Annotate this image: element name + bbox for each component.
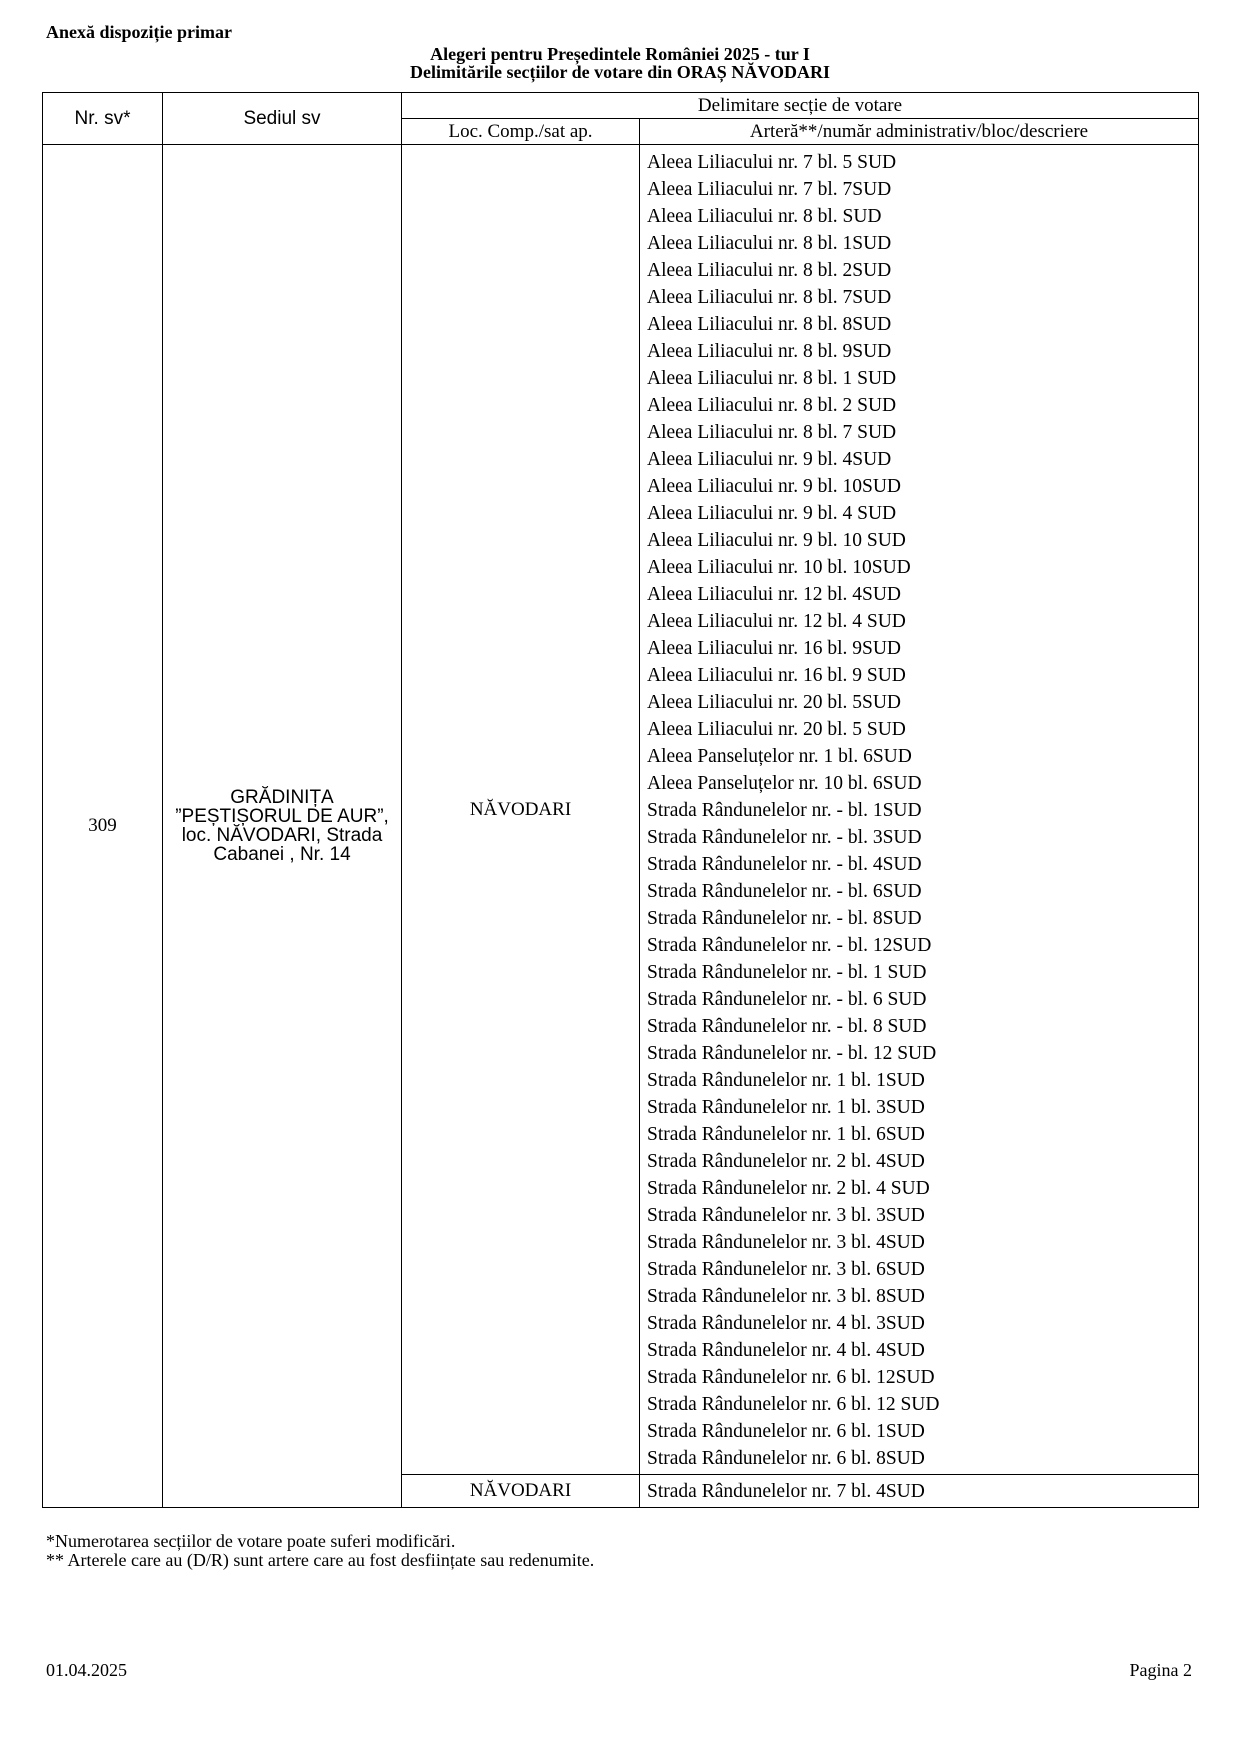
street-item: Aleea Liliacului nr. 16 bl. 9SUD: [647, 638, 901, 659]
footnote-2: ** Arterele care au (D/R) sunt artere care au fost desființate sau redenumite.: [46, 1550, 595, 1570]
street-list: [640, 145, 1199, 1475]
street-item: Strada Rândunelelor nr. 4 bl. 4SUD: [647, 1340, 925, 1361]
street-item: Strada Rândunelelor nr. - bl. 1 SUD: [647, 962, 927, 983]
street-item: Aleea Liliacului nr. 12 bl. 4 SUD: [647, 611, 906, 632]
street-item: Aleea Liliacului nr. 8 bl. SUD: [647, 206, 882, 227]
street-item: Strada Rândunelelor nr. 6 bl. 12SUD: [647, 1367, 935, 1388]
street-item: Strada Rândunelelor nr. - bl. 4SUD: [647, 854, 922, 875]
annex-label: Anexă dispoziție primar: [46, 22, 232, 42]
street-item: Strada Rândunelelor nr. - bl. 12 SUD: [647, 1043, 937, 1064]
street-cell-2: [640, 1475, 1199, 1508]
street-item: Strada Rândunelelor nr. - bl. 6SUD: [647, 881, 922, 902]
street-item: Aleea Liliacului nr. 8 bl. 1 SUD: [647, 368, 897, 389]
street-item: Strada Rândunelelor nr. - bl. 12SUD: [647, 935, 932, 956]
footer-page-number: Pagina 2: [1129, 1660, 1192, 1680]
street-item: Strada Rândunelelor nr. 3 bl. 3SUD: [647, 1205, 925, 1226]
street-item: Aleea Liliacului nr. 8 bl. 2 SUD: [647, 395, 897, 416]
street-item: Aleea Liliacului nr. 10 bl. 10SUD: [647, 557, 911, 578]
street-item: Strada Rândunelelor nr. 1 bl. 1SUD: [647, 1070, 925, 1091]
address-line: loc. NĂVODARI, Strada: [181, 825, 383, 846]
street-item: Strada Rândunelelor nr. 3 bl. 6SUD: [647, 1259, 925, 1280]
street-item: Aleea Liliacului nr. 9 bl. 10 SUD: [647, 530, 906, 551]
street-item: Aleea Panseluțelor nr. 10 bl. 6SUD: [647, 773, 922, 794]
street-item: Strada Rândunelelor nr. 4 bl. 3SUD: [647, 1313, 925, 1334]
street-item: Aleea Liliacului nr. 8 bl. 7SUD: [647, 287, 892, 308]
address-line: Cabanei , Nr. 14: [213, 844, 351, 865]
street-item: Aleea Liliacului nr. 8 bl. 8SUD: [647, 314, 892, 335]
street-item: Aleea Liliacului nr. 9 bl. 4SUD: [647, 449, 892, 470]
header-nr-sv: Nr. sv*: [43, 93, 163, 145]
street-item: Strada Rândunelelor nr. 6 bl. 8SUD: [647, 1448, 925, 1469]
street-item: Strada Rândunelelor nr. 3 bl. 8SUD: [647, 1286, 925, 1307]
street-item: Aleea Liliacului nr. 9 bl. 4 SUD: [647, 503, 897, 524]
street-item: Strada Rândunelelor nr. 3 bl. 4SUD: [647, 1232, 925, 1253]
header-artera: Arteră**/număr administrativ/bloc/descriere: [640, 119, 1199, 145]
street-item: Aleea Liliacului nr. 8 bl. 9SUD: [647, 341, 892, 362]
street-item: Strada Rândunelelor nr. - bl. 8 SUD: [647, 1016, 927, 1037]
document-title: Alegeri pentru Președintele României 2025 - tur I: [430, 44, 810, 64]
header-localitate: Loc. Comp./sat ap.: [402, 119, 640, 145]
footer-date: 01.04.2025: [46, 1660, 127, 1680]
street-item: Strada Rândunelelor nr. 7 bl. 4SUD: [647, 1480, 925, 1502]
street-item: Aleea Liliacului nr. 7 bl. 7SUD: [647, 179, 892, 200]
street-item: Aleea Liliacului nr. 8 bl. 7 SUD: [647, 422, 897, 443]
header-delimitare: Delimitare secție de votare: [402, 93, 1199, 119]
street-item: Strada Rândunelelor nr. 1 bl. 6SUD: [647, 1124, 925, 1145]
street-item: Aleea Liliacului nr. 20 bl. 5 SUD: [647, 719, 906, 740]
document-subtitle: Delimitările secțiilor de votare din ORAȘ NĂVODARI: [410, 62, 830, 82]
street-item: Strada Rândunelelor nr. - bl. 3SUD: [647, 827, 922, 848]
address-line: ”PEȘTIȘORUL DE AUR”,: [175, 806, 389, 827]
street-item: Strada Rândunelelor nr. - bl. 8SUD: [647, 908, 922, 929]
section-number: 309: [43, 145, 163, 1508]
street-item: Aleea Panseluțelor nr. 1 bl. 6SUD: [647, 746, 912, 767]
street-item: Aleea Liliacului nr. 8 bl. 2SUD: [647, 260, 892, 281]
street-item: Strada Rândunelelor nr. 2 bl. 4 SUD: [647, 1178, 930, 1199]
street-item: Strada Rândunelelor nr. 6 bl. 1SUD: [647, 1421, 925, 1442]
header-row: [43, 93, 1199, 119]
street-item: Strada Rândunelelor nr. 6 bl. 12 SUD: [647, 1394, 940, 1415]
street-item: Strada Rândunelelor nr. - bl. 1SUD: [647, 800, 922, 821]
street-item: Aleea Liliacului nr. 20 bl. 5SUD: [647, 692, 901, 713]
street-item: Aleea Liliacului nr. 7 bl. 5 SUD: [647, 152, 897, 173]
street-item: Strada Rândunelelor nr. 2 bl. 4SUD: [647, 1151, 925, 1172]
locality-cell-2: NĂVODARI: [402, 1475, 640, 1508]
street-item: Strada Rândunelelor nr. 1 bl. 3SUD: [647, 1097, 925, 1118]
footnote-1: *Numerotarea secțiilor de votare poate suferi modificări.: [46, 1531, 456, 1551]
section-address: [163, 145, 402, 1508]
street-item: Strada Rândunelelor nr. - bl. 6 SUD: [647, 989, 927, 1010]
street-item: Aleea Liliacului nr. 16 bl. 9 SUD: [647, 665, 906, 686]
street-item: Aleea Liliacului nr. 9 bl. 10SUD: [647, 476, 901, 497]
street-item: Aleea Liliacului nr. 12 bl. 4SUD: [647, 584, 901, 605]
locality-cell: NĂVODARI: [402, 145, 640, 1475]
header-sediu-sv: Sediul sv: [163, 93, 402, 145]
table-row: [43, 145, 1199, 1475]
document-titles: [0, 45, 1240, 81]
footnotes: [46, 1532, 594, 1570]
delimitation-table: [42, 92, 1199, 1508]
street-item: Aleea Liliacului nr. 8 bl. 1SUD: [647, 233, 892, 254]
address-line: GRĂDINIȚA: [230, 787, 334, 808]
